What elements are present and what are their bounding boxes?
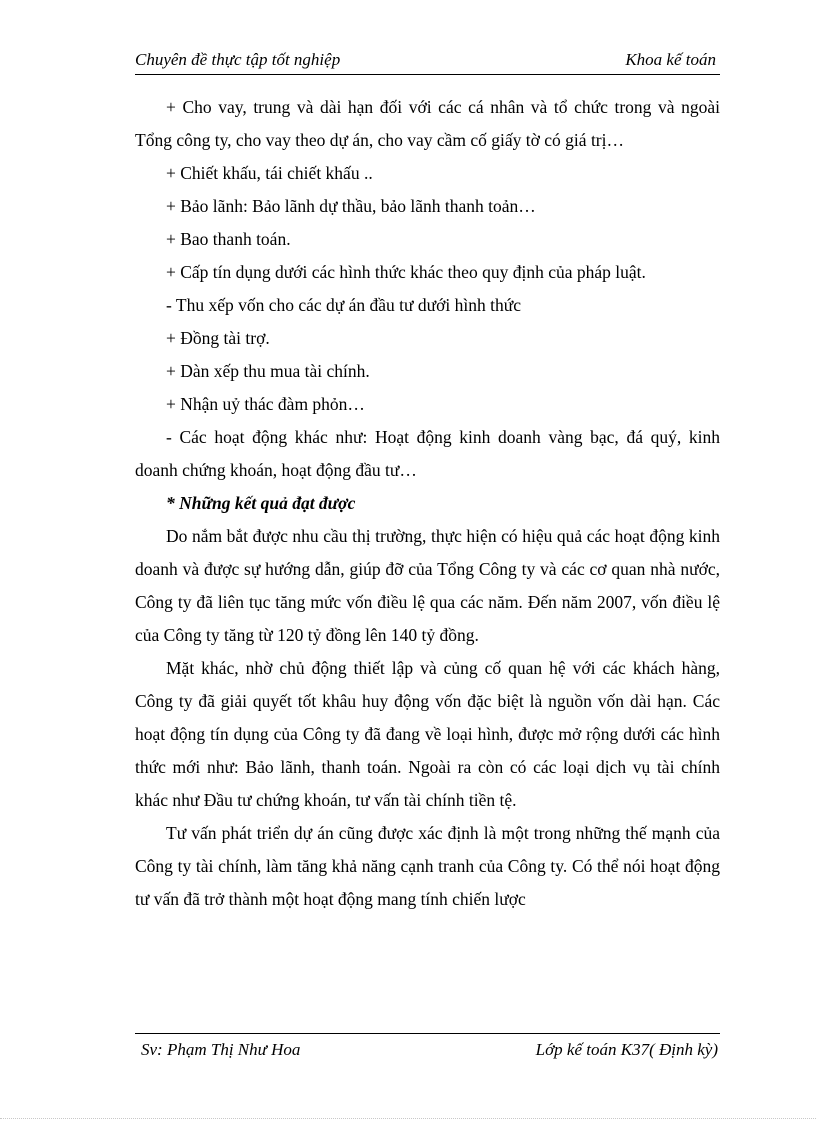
paragraph-bullet-factoring: + Bao thanh toán.	[166, 229, 291, 249]
paragraph-bullet-credit: + Cấp tín dụng dưới các hình thức khác theo quy định của pháp luật.	[166, 262, 646, 282]
paragraph-bullet-guarantee: + Bảo lãnh: Bảo lãnh dự thầu, bảo lãnh thanh toản…	[166, 196, 536, 216]
paragraph-bullet-cofinancing: + Đồng tài trợ.	[166, 328, 270, 348]
paragraph-bullet-trust: + Nhận uỷ thác đàm phỏn…	[166, 394, 365, 414]
page-body	[135, 91, 720, 916]
page-footer	[135, 1033, 720, 1064]
section-heading-results: * Những kết quả đạt được	[166, 493, 356, 513]
footer-class: Lớp kế toán K37( Định kỳ)	[535, 1040, 718, 1059]
page-header	[135, 48, 720, 75]
paragraph-dash-funding: - Thu xếp vốn cho các dự án đầu tư dưới hình thức	[166, 295, 521, 315]
page-edge-divider	[0, 1118, 816, 1119]
paragraph-capital-growth: Do nắm bắt được nhu cầu thị trường, thực hiện có hiệu quả các hoạt động kinh doanh và được sự hướng dẫn, giúp đỡ của Tổng Công ty và các cơ quan nhà nước, Công ty đã liên tục tăng mức vốn điều lệ qua các năm. Đến năm 2007, vốn điều lệ của Công ty tăng từ 120 tỷ đồng lên 140 tỷ đồng.	[135, 526, 720, 645]
paragraph-customer-relations: Mặt khác, nhờ chủ động thiết lập và củng cố quan hệ với các khách hàng, Công ty đã giải quyết tốt khâu huy động vốn đặc biệt là nguồn vốn dài hạn. Các hoạt động tín dụng của Công ty đã đang về loại hình, được mở rộng dưới các hình thức mới như: Bảo lãnh, thanh toán. Ngoài ra còn có các loại dịch vụ tài chính khác như Đầu tư chứng khoán, tư vấn tài chính tiền tệ.	[135, 658, 720, 810]
header-department: Khoa kế toán	[625, 50, 716, 69]
paragraph-bullet-discount: + Chiết khấu, tái chiết khấu ..	[166, 163, 373, 183]
paragraph-bullet-lending: + Cho vay, trung và dài hạn đối với các cá nhân và tổ chức trong và ngoài Tổng công ty, cho vay theo dự án, cho vay cầm cố giấy tờ có giá trị…	[135, 97, 720, 150]
paragraph-dash-other-activities: - Các hoạt động khác như: Hoạt động kinh doanh vàng bạc, đá quý, kinh doanh chứng khoán, hoạt động đầu tư…	[135, 427, 720, 480]
footer-student: Sv: Phạm Thị Như Hoa	[141, 1040, 301, 1059]
header-title: Chuyên đề thực tập tốt nghiệp	[135, 50, 341, 69]
paragraph-consulting: Tư vấn phát triển dự án cũng được xác định là một trong những thế mạnh của Công ty tài chính, làm tăng khả năng cạnh tranh của Công ty. Có thể nói hoạt động tư vấn đã trở thành một hoạt động mang tính chiến lược	[135, 823, 720, 909]
paragraph-bullet-arrangement: + Dàn xếp thu mua tài chính.	[166, 361, 370, 381]
